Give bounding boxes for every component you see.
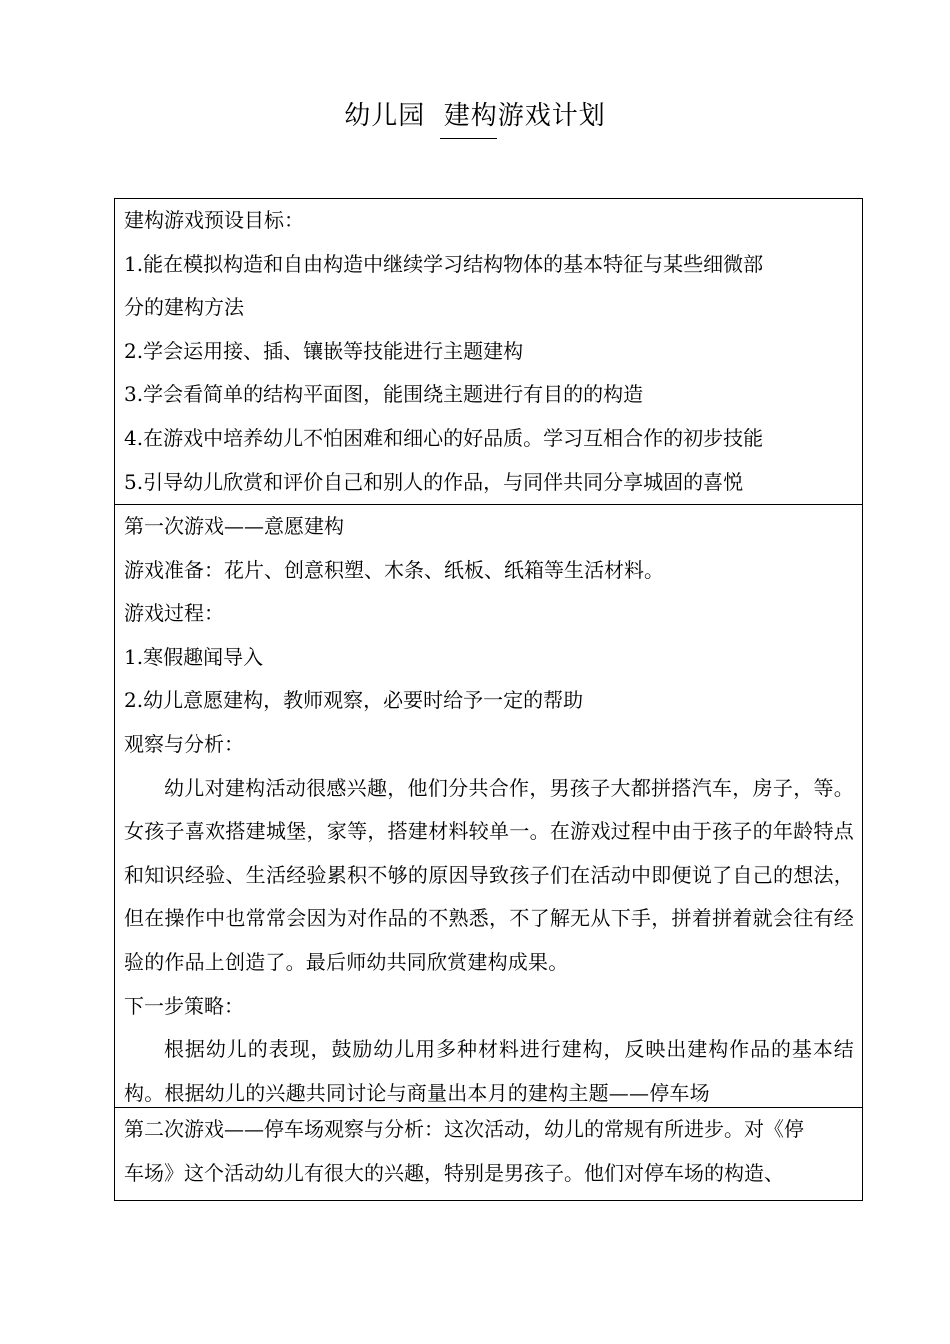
first-game-heading: 第一次游戏——意愿建构 bbox=[124, 514, 344, 538]
second-game-line: 车场》这个活动幼儿有很大的兴趣，特别是男孩子。他们对停车场的构造、 bbox=[124, 1160, 784, 1185]
observation-label: 观察与分析： bbox=[124, 731, 244, 756]
goals-cell bbox=[115, 199, 862, 505]
goal-item: 1.能在模拟构造和自由构造中继续学习结构物体的基本特征与某些细微部 bbox=[124, 251, 764, 276]
page-title: 幼儿园 建构游戏计划 bbox=[344, 101, 606, 131]
plan-table bbox=[114, 198, 863, 1201]
goal-item: 分的建构方法 bbox=[124, 295, 244, 320]
second-game-cell bbox=[115, 1108, 862, 1200]
observation-text: 幼儿对建构活动很感兴趣，他们分共合作，男孩子大都拼搭汽车，房子，等。女孩子喜欢搭建城堡，家等，搭建材料较单一。在游戏过程中由于孩子的年龄特点和知识经验、生活经验累积不够的原因导致孩子们在活动中即便说了自己的想法，但在操作中也常常会因为对作品的不熟悉，不了解无从下手，拼着拼着就会往有经验的作品上创造了。最后师幼共同欣赏建构成果。 bbox=[124, 775, 854, 974]
process-step: 2.幼儿意愿建构，教师观察，必要时给予一定的帮助 bbox=[124, 688, 584, 713]
goal-item: 4.在游戏中培养幼儿不怕困难和细心的好品质。学习互相合作的初步技能 bbox=[124, 425, 764, 450]
second-game-line: 第二次游戏——停车场观察与分析：这次活动，幼儿的常规有所进步。对《停 bbox=[124, 1117, 804, 1141]
goal-item: 3.学会看简单的结构平面图，能围绕主题进行有目的的构造 bbox=[124, 382, 644, 407]
goal-item: 5.引导幼儿欣赏和评价自己和别人的作品，与同伴共同分享城固的喜悦 bbox=[124, 469, 744, 494]
first-game-cell bbox=[115, 505, 862, 1108]
process-label: 游戏过程： bbox=[124, 601, 224, 626]
strategy-label: 下一步策略： bbox=[124, 993, 244, 1018]
goal-item: 2.学会运用接、插、镶嵌等技能进行主题建构 bbox=[124, 338, 524, 363]
title-underline bbox=[440, 138, 497, 139]
strategy-text: 根据幼儿的表现，鼓励幼儿用多种材料进行建构，反映出建构作品的基本结构。根据幼儿的兴趣共同讨论与商量出本月的建构主题——停车场 bbox=[124, 1037, 854, 1105]
goals-heading: 建构游戏预设目标： bbox=[124, 208, 304, 232]
game-preparation: 游戏准备：花片、创意积塑、木条、纸板、纸箱等生活材料。 bbox=[124, 557, 664, 582]
process-step: 1.寒假趣闻导入 bbox=[124, 644, 264, 669]
